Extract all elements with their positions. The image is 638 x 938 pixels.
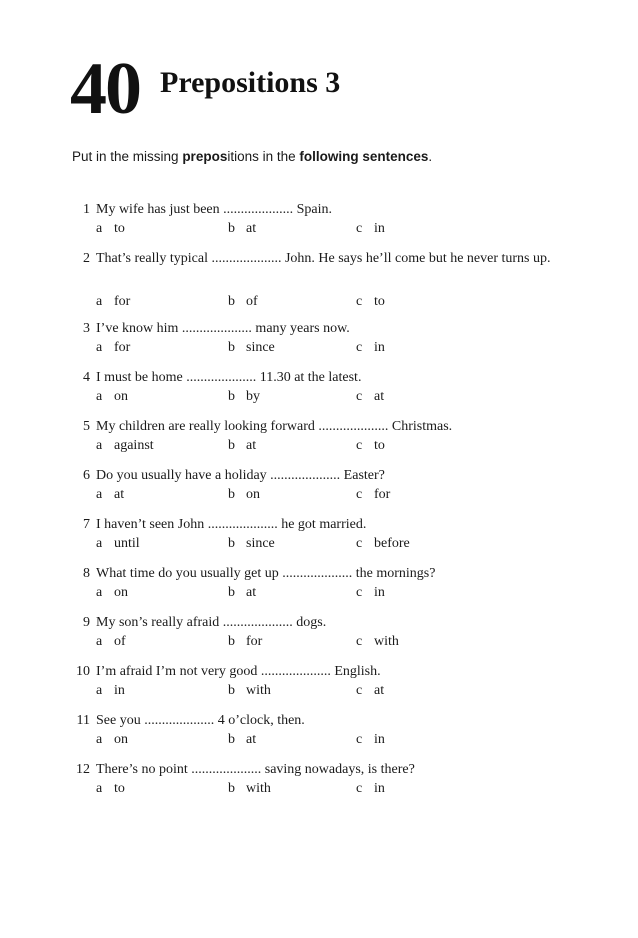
question-number: 8 (83, 566, 90, 581)
question-text: My children are really looking forward .................... Christmas. (96, 419, 453, 434)
option-letter: c (356, 438, 363, 453)
instruction-prefix: Put in the missing (72, 149, 183, 164)
option-value: in (374, 340, 385, 355)
option-b (228, 584, 256, 602)
question-number: 7 (83, 517, 90, 532)
question-number: 9 (83, 615, 90, 630)
instruction-bold-1: prepos (182, 149, 228, 164)
option-value: since (246, 536, 275, 551)
option-b (228, 339, 275, 357)
option-c (356, 535, 410, 553)
option-value: of (114, 634, 126, 649)
option-value: against (114, 438, 154, 453)
option-letter: a (96, 294, 103, 309)
option-c (356, 293, 385, 311)
option-value: to (374, 438, 385, 453)
option-b (228, 486, 260, 504)
question-text: I’ve know him .................... many years now. (96, 321, 350, 336)
option-c (356, 584, 385, 602)
instruction-bold-2: following sentences (299, 149, 429, 164)
question-text: I’m afraid I’m not very good .................... English. (96, 664, 381, 679)
option-letter: c (356, 585, 363, 600)
option-a (96, 293, 130, 311)
option-b (228, 780, 271, 798)
question-number: 12 (76, 762, 90, 777)
option-value: on (114, 585, 128, 600)
option-letter: c (356, 683, 363, 698)
option-letter: b (228, 389, 235, 404)
option-value: by (246, 389, 260, 404)
question-number: 2 (83, 251, 90, 266)
option-value: at (374, 389, 385, 404)
option-letter: c (356, 634, 363, 649)
option-a (96, 535, 140, 553)
instruction-suffix: . (428, 149, 433, 164)
option-a (96, 388, 128, 406)
option-letter: b (228, 438, 235, 453)
option-value: until (114, 536, 140, 551)
option-value: for (114, 340, 131, 355)
option-c (356, 437, 385, 455)
option-letter: c (356, 732, 363, 747)
option-letter: b (228, 585, 235, 600)
option-letter: c (356, 536, 363, 551)
option-value: since (246, 340, 275, 355)
option-value: with (374, 634, 399, 649)
option-a (96, 339, 130, 357)
question-number: 5 (83, 419, 90, 434)
question-text: See you .................... 4 o’clock, then. (96, 713, 305, 728)
option-letter: b (228, 683, 235, 698)
unit-title: Prepositions 3 (160, 66, 341, 99)
option-letter: b (228, 221, 235, 236)
option-letter: b (228, 340, 235, 355)
option-a (96, 780, 125, 798)
option-value: in (374, 221, 385, 236)
option-value: for (374, 487, 391, 502)
instruction-middle: itions in the (227, 149, 300, 164)
question-text: My wife has just been .................... Spain. (96, 202, 333, 217)
question-text: My son’s really afraid .................... dogs. (96, 615, 327, 630)
option-b (228, 293, 258, 311)
option-letter: a (96, 438, 103, 453)
option-letter: c (356, 221, 363, 236)
option-value: of (246, 294, 258, 309)
option-value: at (246, 221, 257, 236)
option-value: at (246, 585, 257, 600)
option-value: with (246, 683, 271, 698)
question-text: I haven’t seen John .................... he got married. (96, 517, 367, 532)
option-b (228, 388, 260, 406)
option-a (96, 220, 125, 238)
option-a (96, 437, 154, 455)
option-c (356, 339, 385, 357)
option-value: at (246, 438, 257, 453)
option-letter: a (96, 536, 103, 551)
option-value: in (374, 732, 385, 747)
question-number: 11 (76, 713, 90, 728)
option-value: in (114, 683, 125, 698)
option-b (228, 437, 256, 455)
option-value: in (374, 585, 385, 600)
unit-number: 40 (70, 48, 140, 130)
option-value: to (114, 221, 125, 236)
option-letter: c (356, 294, 363, 309)
option-value: on (114, 389, 128, 404)
option-letter: a (96, 683, 103, 698)
option-c (356, 682, 384, 700)
option-letter: b (228, 781, 235, 796)
option-b (228, 633, 262, 651)
option-value: with (246, 781, 271, 796)
question-number: 3 (83, 321, 90, 336)
option-letter: c (356, 340, 363, 355)
question-text: That’s really typical .................... John. He says he’ll come but he never turns up. (96, 251, 551, 266)
option-value: in (374, 781, 385, 796)
option-letter: a (96, 389, 103, 404)
option-value: at (246, 732, 257, 747)
question-number: 1 (83, 202, 90, 217)
question-number: 4 (83, 370, 90, 385)
option-letter: c (356, 487, 363, 502)
option-letter: b (228, 294, 235, 309)
option-a (96, 584, 128, 602)
option-letter: c (356, 389, 363, 404)
option-a (96, 486, 124, 504)
option-value: for (114, 294, 131, 309)
option-letter: a (96, 732, 103, 747)
option-c (356, 633, 399, 651)
question-number: 10 (76, 664, 90, 679)
option-letter: a (96, 781, 103, 796)
option-letter: b (228, 536, 235, 551)
option-value: to (114, 781, 125, 796)
option-a (96, 731, 128, 749)
option-value: to (374, 294, 385, 309)
option-letter: b (228, 487, 235, 502)
option-letter: b (228, 732, 235, 747)
option-a (96, 682, 125, 700)
option-b (228, 682, 271, 700)
option-b (228, 220, 256, 238)
option-b (228, 731, 256, 749)
option-value: on (246, 487, 260, 502)
option-c (356, 780, 385, 798)
option-c (356, 220, 385, 238)
question-number: 6 (83, 468, 90, 483)
option-a (96, 633, 126, 651)
option-c (356, 731, 385, 749)
option-value: for (246, 634, 263, 649)
option-letter: a (96, 634, 103, 649)
option-letter: b (228, 634, 235, 649)
option-letter: a (96, 585, 103, 600)
option-value: before (374, 536, 410, 551)
option-c (356, 486, 390, 504)
option-value: at (374, 683, 385, 698)
option-c (356, 388, 384, 406)
option-letter: a (96, 221, 103, 236)
question-text: I must be home .................... 11.30 at the latest. (96, 370, 362, 385)
option-letter: a (96, 487, 103, 502)
option-letter: c (356, 781, 363, 796)
question-text: There’s no point .................... saving nowadays, is there? (96, 762, 415, 777)
option-value: at (114, 487, 125, 502)
option-value: on (114, 732, 128, 747)
instruction-text (72, 148, 432, 166)
question-text: Do you usually have a holiday .................... Easter? (96, 468, 385, 483)
option-b (228, 535, 275, 553)
question-text: What time do you usually get up .................... the mornings? (96, 566, 436, 581)
option-letter: a (96, 340, 103, 355)
